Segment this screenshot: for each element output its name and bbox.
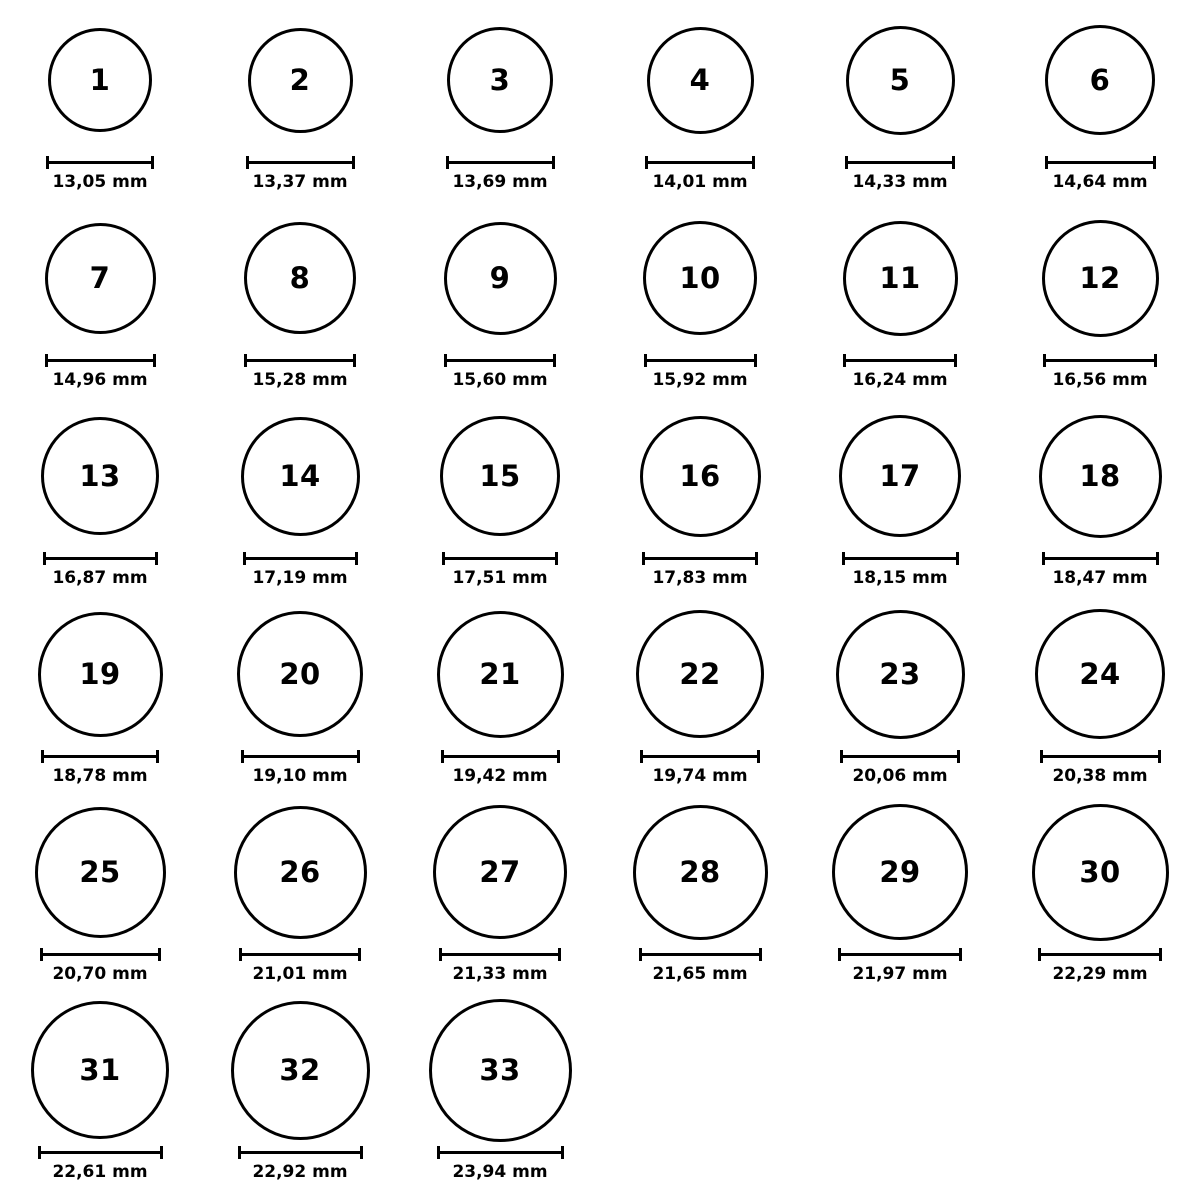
ring-measurement [1042,552,1159,588]
ring-size-number: 10 [679,260,721,295]
ring-circle-wrapper [400,798,600,946]
ring-size-number: 13 [79,458,121,493]
diameter-measure-bar-icon [442,552,558,563]
ring-circle-wrapper [1000,600,1200,748]
ring-measurement [838,948,962,984]
diameter-label: 22,29 mm [1052,964,1148,984]
ring-size-cell[interactable] [600,204,800,402]
ring-size-cell[interactable] [800,6,1000,204]
ring-circle[interactable] [35,807,166,938]
ring-circle[interactable] [832,804,968,940]
ring-size-cell[interactable] [0,798,200,996]
diameter-measure-bar-icon [40,948,161,959]
ring-measurement [845,156,955,192]
ring-circle-wrapper [1000,798,1200,946]
diameter-measure-bar-icon [439,948,561,959]
diameter-measure-bar-icon [246,156,355,167]
diameter-measure-bar-icon [38,1146,163,1157]
ring-measurement [1038,948,1162,984]
ring-size-number: 4 [689,62,711,97]
ring-circle[interactable] [640,416,761,537]
ring-size-cell[interactable] [0,996,200,1194]
ring-size-number: 29 [879,854,921,889]
ring-size-number: 3 [489,62,511,97]
diameter-label: 18,47 mm [1052,568,1148,588]
diameter-label: 22,92 mm [252,1162,348,1182]
diameter-measure-bar-icon [241,750,360,761]
ring-size-number: 30 [1079,854,1121,889]
diameter-measure-bar-icon [41,750,159,761]
diameter-label: 19,10 mm [252,766,348,786]
ring-circle-wrapper [600,402,800,550]
diameter-label: 20,38 mm [1052,766,1148,786]
ring-measurement [43,552,158,588]
ring-size-cell[interactable] [400,402,600,600]
ring-size-number: 27 [479,854,521,889]
ring-circle-wrapper [400,600,600,748]
diameter-label: 14,01 mm [652,172,748,192]
ring-circle[interactable] [1045,25,1155,135]
ring-size-cell[interactable] [200,402,400,600]
ring-circle[interactable] [633,805,768,940]
ring-circle[interactable] [231,1001,370,1140]
diameter-measure-bar-icon [46,156,154,167]
ring-circle-wrapper [800,402,1000,550]
diameter-label: 13,69 mm [452,172,548,192]
ring-circle-wrapper [0,402,200,550]
diameter-label: 21,01 mm [252,964,348,984]
diameter-label: 18,78 mm [52,766,148,786]
ring-circle[interactable] [1035,609,1165,739]
diameter-measure-bar-icon [639,948,762,959]
ring-circle-wrapper [0,204,200,352]
ring-measurement [642,552,758,588]
diameter-label: 17,83 mm [652,568,748,588]
ring-size-cell[interactable] [800,204,1000,402]
ring-size-number: 16 [679,458,721,493]
ring-size-cell[interactable] [1000,6,1200,204]
ring-circle[interactable] [248,28,353,133]
ring-circle[interactable] [1039,415,1162,538]
diameter-label: 20,70 mm [52,964,148,984]
ring-size-cell[interactable] [600,6,800,204]
ring-measurement [644,354,757,390]
ring-measurement [640,750,760,786]
diameter-label: 19,42 mm [452,766,548,786]
diameter-label: 21,33 mm [452,964,548,984]
diameter-label: 18,15 mm [852,568,948,588]
ring-circle[interactable] [433,805,567,939]
ring-measurement [441,750,560,786]
diameter-label: 13,37 mm [252,172,348,192]
diameter-measure-bar-icon [444,354,556,365]
ring-size-cell[interactable] [0,6,200,204]
ring-measurement [40,948,161,984]
diameter-label: 17,51 mm [452,568,548,588]
ring-circle-wrapper [400,402,600,550]
diameter-label: 16,87 mm [52,568,148,588]
diameter-measure-bar-icon [645,156,755,167]
diameter-label: 19,74 mm [652,766,748,786]
ring-measurement [241,750,360,786]
diameter-measure-bar-icon [1038,948,1162,959]
ring-measurement [639,948,762,984]
ring-size-number: 5 [889,62,911,97]
diameter-label: 16,24 mm [852,370,948,390]
diameter-measure-bar-icon [1043,354,1157,365]
diameter-label: 17,19 mm [252,568,348,588]
ring-circle-wrapper [600,600,800,748]
diameter-measure-bar-icon [244,354,356,365]
ring-size-number: 17 [879,458,921,493]
ring-measurement [1043,354,1157,390]
ring-circle[interactable] [41,417,159,535]
ring-size-cell[interactable] [1000,402,1200,600]
ring-size-cell[interactable] [200,798,400,996]
ring-measurement [244,354,356,390]
ring-circle[interactable] [38,612,163,737]
diameter-label: 20,06 mm [852,766,948,786]
diameter-measure-bar-icon [238,1146,363,1157]
diameter-measure-bar-icon [1040,750,1161,761]
ring-circle-wrapper [200,798,400,946]
diameter-label: 21,97 mm [852,964,948,984]
diameter-measure-bar-icon [843,354,957,365]
ring-circle-wrapper [0,996,200,1144]
ring-measurement [38,1146,163,1182]
diameter-measure-bar-icon [239,948,361,959]
ring-size-number: 18 [1079,458,1121,493]
ring-measurement [243,552,358,588]
ring-measurement [246,156,355,192]
diameter-measure-bar-icon [43,552,158,563]
ring-size-cell[interactable] [600,402,800,600]
ring-size-number: 2 [289,62,311,97]
ring-size-number: 6 [1089,62,1111,97]
diameter-measure-bar-icon [644,354,757,365]
ring-circle-wrapper [800,798,1000,946]
ring-measurement [843,354,957,390]
ring-size-cell[interactable] [1000,600,1200,798]
ring-size-cell[interactable] [600,798,800,996]
ring-size-number: 21 [479,656,521,691]
ring-circle[interactable] [429,999,572,1142]
diameter-measure-bar-icon [840,750,960,761]
ring-size-cell[interactable] [600,600,800,798]
ring-measurement [446,156,555,192]
ring-size-number: 7 [89,260,111,295]
ring-circle[interactable] [643,221,757,335]
ring-size-cell[interactable] [200,996,400,1194]
ring-circle-wrapper [1000,402,1200,550]
ring-circle-wrapper [600,798,800,946]
ring-size-cell[interactable] [800,402,1000,600]
diameter-measure-bar-icon [845,156,955,167]
ring-size-cell[interactable] [200,600,400,798]
ring-circle[interactable] [237,611,363,737]
ring-circle-wrapper [800,6,1000,154]
ring-size-cell[interactable] [800,798,1000,996]
diameter-label: 14,96 mm [52,370,148,390]
ring-size-cell[interactable] [0,402,200,600]
ring-size-number: 19 [79,656,121,691]
ring-measurement [238,1146,363,1182]
ring-size-number: 14 [279,458,321,493]
ring-measurement [41,750,159,786]
ring-size-cell[interactable] [1000,204,1200,402]
ring-circle-wrapper [400,996,600,1144]
ring-circle[interactable] [31,1001,169,1139]
ring-circle[interactable] [234,806,367,939]
ring-circle-wrapper [0,798,200,946]
diameter-label: 14,64 mm [1052,172,1148,192]
ring-circle[interactable] [1032,804,1169,941]
ring-size-cell[interactable] [0,600,200,798]
ring-circle-wrapper [800,600,1000,748]
ring-circle[interactable] [839,415,961,537]
diameter-label: 16,56 mm [1052,370,1148,390]
ring-size-number: 11 [879,260,921,295]
ring-circle-wrapper [800,204,1000,352]
ring-circle-wrapper [200,402,400,550]
ring-circle-wrapper [200,204,400,352]
ring-circle[interactable] [843,221,958,336]
ring-measurement [46,156,154,192]
ring-size-cell[interactable] [0,204,200,402]
ring-size-cell[interactable] [800,600,1000,798]
ring-circle-wrapper [1000,6,1200,154]
diameter-measure-bar-icon [838,948,962,959]
diameter-measure-bar-icon [441,750,560,761]
diameter-measure-bar-icon [1042,552,1159,563]
ring-circle[interactable] [45,223,156,334]
ring-size-number: 31 [79,1052,121,1087]
ring-circle[interactable] [1042,220,1159,337]
ring-size-cell[interactable] [400,600,600,798]
diameter-label: 22,61 mm [52,1162,148,1182]
ring-circle[interactable] [447,27,553,133]
ring-circle[interactable] [846,26,955,135]
ring-size-number: 23 [879,656,921,691]
diameter-label: 15,92 mm [652,370,748,390]
ring-circle[interactable] [440,416,560,536]
diameter-measure-bar-icon [642,552,758,563]
diameter-measure-bar-icon [842,552,959,563]
diameter-label: 15,28 mm [252,370,348,390]
ring-circle-wrapper [400,6,600,154]
diameter-measure-bar-icon [446,156,555,167]
ring-circle[interactable] [437,611,564,738]
ring-circle[interactable] [444,222,557,335]
ring-measurement [439,948,561,984]
ring-circle[interactable] [241,417,360,536]
ring-circle[interactable] [647,27,754,134]
diameter-label: 21,65 mm [652,964,748,984]
ring-size-number: 24 [1079,656,1121,691]
diameter-measure-bar-icon [1045,156,1156,167]
ring-circle-wrapper [600,6,800,154]
ring-measurement [444,354,556,390]
ring-size-number: 22 [679,656,721,691]
ring-circle-wrapper [200,996,400,1144]
ring-size-number: 32 [279,1052,321,1087]
ring-size-cell[interactable] [400,204,600,402]
ring-measurement [840,750,960,786]
ring-circle-wrapper [200,6,400,154]
diameter-label: 23,94 mm [452,1162,548,1182]
ring-circle[interactable] [244,222,356,334]
diameter-measure-bar-icon [45,354,156,365]
ring-size-number: 28 [679,854,721,889]
ring-circle-wrapper [1000,204,1200,352]
ring-measurement [1045,156,1156,192]
ring-circle[interactable] [48,28,152,132]
ring-circle-wrapper [600,204,800,352]
diameter-measure-bar-icon [243,552,358,563]
ring-circle[interactable] [836,610,965,739]
ring-size-cell[interactable] [400,996,600,1194]
ring-size-cell[interactable] [400,798,600,996]
ring-size-number: 26 [279,854,321,889]
ring-size-cell[interactable] [200,204,400,402]
diameter-measure-bar-icon [640,750,760,761]
diameter-label: 15,60 mm [452,370,548,390]
ring-size-number: 9 [489,260,511,295]
ring-measurement [442,552,558,588]
ring-size-number: 33 [479,1052,521,1087]
ring-size-number: 20 [279,656,321,691]
ring-size-number: 1 [89,62,111,97]
ring-size-cell[interactable] [400,6,600,204]
diameter-label: 13,05 mm [52,172,148,192]
ring-circle-wrapper [0,6,200,154]
ring-measurement [645,156,755,192]
ring-circle-wrapper [0,600,200,748]
ring-measurement [1040,750,1161,786]
ring-size-cell[interactable] [200,6,400,204]
ring-size-cell[interactable] [1000,798,1200,996]
ring-measurement [437,1146,564,1182]
ring-size-number: 8 [289,260,311,295]
ring-circle[interactable] [636,610,764,738]
ring-measurement [842,552,959,588]
ring-size-number: 12 [1079,260,1121,295]
ring-size-number: 15 [479,458,521,493]
ring-measurement [45,354,156,390]
ring-circle-wrapper [400,204,600,352]
ring-size-number: 25 [79,854,121,889]
ring-circle-wrapper [200,600,400,748]
ring-measurement [239,948,361,984]
diameter-label: 14,33 mm [852,172,948,192]
diameter-measure-bar-icon [437,1146,564,1157]
